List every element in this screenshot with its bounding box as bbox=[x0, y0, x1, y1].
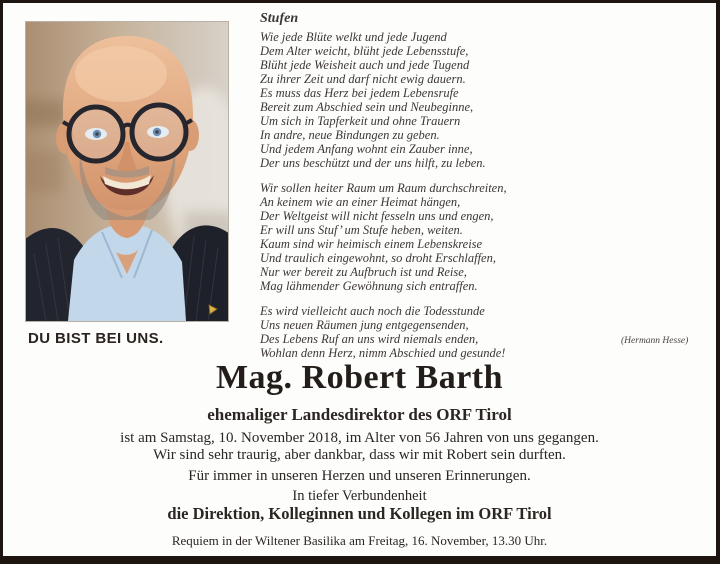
poem-line: In andre, neue Bindungen zu geben. bbox=[260, 128, 440, 142]
poem-line: Zu ihrer Zeit und darf nicht ewig dauern. bbox=[260, 72, 466, 86]
poem-stanza bbox=[260, 30, 710, 170]
deceased-name: Mag. Robert Barth bbox=[215, 359, 504, 396]
requiem-line: Requiem in der Wiltener Basilika am Freitag, 16. November, 13.30 Uhr. bbox=[171, 533, 548, 548]
passing-line-2: Wir sind sehr traurig, aber dankbar, dass wir mit Robert sein durften. bbox=[153, 447, 566, 463]
poem-attribution: (Hermann Hesse) bbox=[621, 336, 689, 346]
poem-title: Stufen bbox=[260, 11, 299, 26]
poem-line: Er will uns Stuf’ um Stufe heben, weiten. bbox=[260, 223, 463, 237]
poem-line: An keinem wie an einer Heimat hängen, bbox=[260, 195, 461, 209]
poem-line: Mag lähmender Gewöhnung sich entraffen. bbox=[260, 279, 478, 293]
poem-line: Des Lebens Ruf an uns wird niemals enden, bbox=[260, 332, 479, 346]
passing-line-1: ist am Samstag, 10. November 2018, im Alter von 56 Jahren von uns gegangen. bbox=[120, 430, 599, 446]
poem-line: Es muss das Herz bei jedem Lebensrufe bbox=[260, 86, 459, 100]
poem-line: Dem Alter weicht, blüht jede Lebensstufe, bbox=[260, 44, 469, 58]
poem-line: Kaum sind wir heimisch einem Lebenskreise bbox=[260, 237, 483, 251]
poem-line: Nur wer bereit zu Aufbruch ist und Reise, bbox=[260, 265, 467, 279]
poem bbox=[260, 11, 710, 371]
condolence-line: In tiefer Verbundenheit bbox=[292, 488, 427, 504]
poem-line: Uns neuen Räumen jung entgegensenden, bbox=[260, 318, 469, 332]
poem-line: Wohlan denn Herz, nimm Abschied und gesunde! bbox=[260, 346, 506, 360]
poem-stanza bbox=[260, 304, 710, 360]
poem-line: Der Weltgeist will nicht fesseln uns und engen, bbox=[260, 209, 494, 223]
poem-stanzas bbox=[260, 30, 710, 360]
portrait-photo bbox=[25, 21, 229, 322]
memory-line: Für immer in unseren Herzen und unseren Erinnerungen. bbox=[188, 468, 531, 484]
poem-line: Blüht jede Weisheit auch und jede Tugend bbox=[260, 58, 470, 72]
poem-line: Um sich in Tapferkeit und ohne Trauern bbox=[260, 114, 461, 128]
photo-caption: DU BIST BEI UNS. bbox=[28, 330, 164, 347]
deceased-role: ehemaliger Landesdirektor des ORF Tirol bbox=[207, 405, 512, 424]
portrait-illustration bbox=[26, 22, 228, 321]
poem-line: Bereit zum Abschied sein und Neubeginne, bbox=[260, 100, 474, 114]
poem-line: Es wird vielleicht auch noch die Todesstunde bbox=[260, 304, 485, 318]
poem-stanza bbox=[260, 181, 710, 293]
poem-line: Und traulich eingewohnt, so droht Erschlaffen, bbox=[260, 251, 496, 265]
poem-line: Der uns beschützt und der uns hilft, zu leben. bbox=[260, 156, 486, 170]
signatories-line: die Direktion, Kolleginnen und Kollegen im ORF Tirol bbox=[167, 504, 552, 523]
poem-line: Wir sollen heiter Raum um Raum durchschreiten, bbox=[260, 181, 507, 195]
poem-line: Wie jede Blüte welkt und jede Jugend bbox=[260, 30, 447, 44]
poem-line: Und jedem Anfang wohnt ein Zauber inne, bbox=[260, 142, 473, 156]
